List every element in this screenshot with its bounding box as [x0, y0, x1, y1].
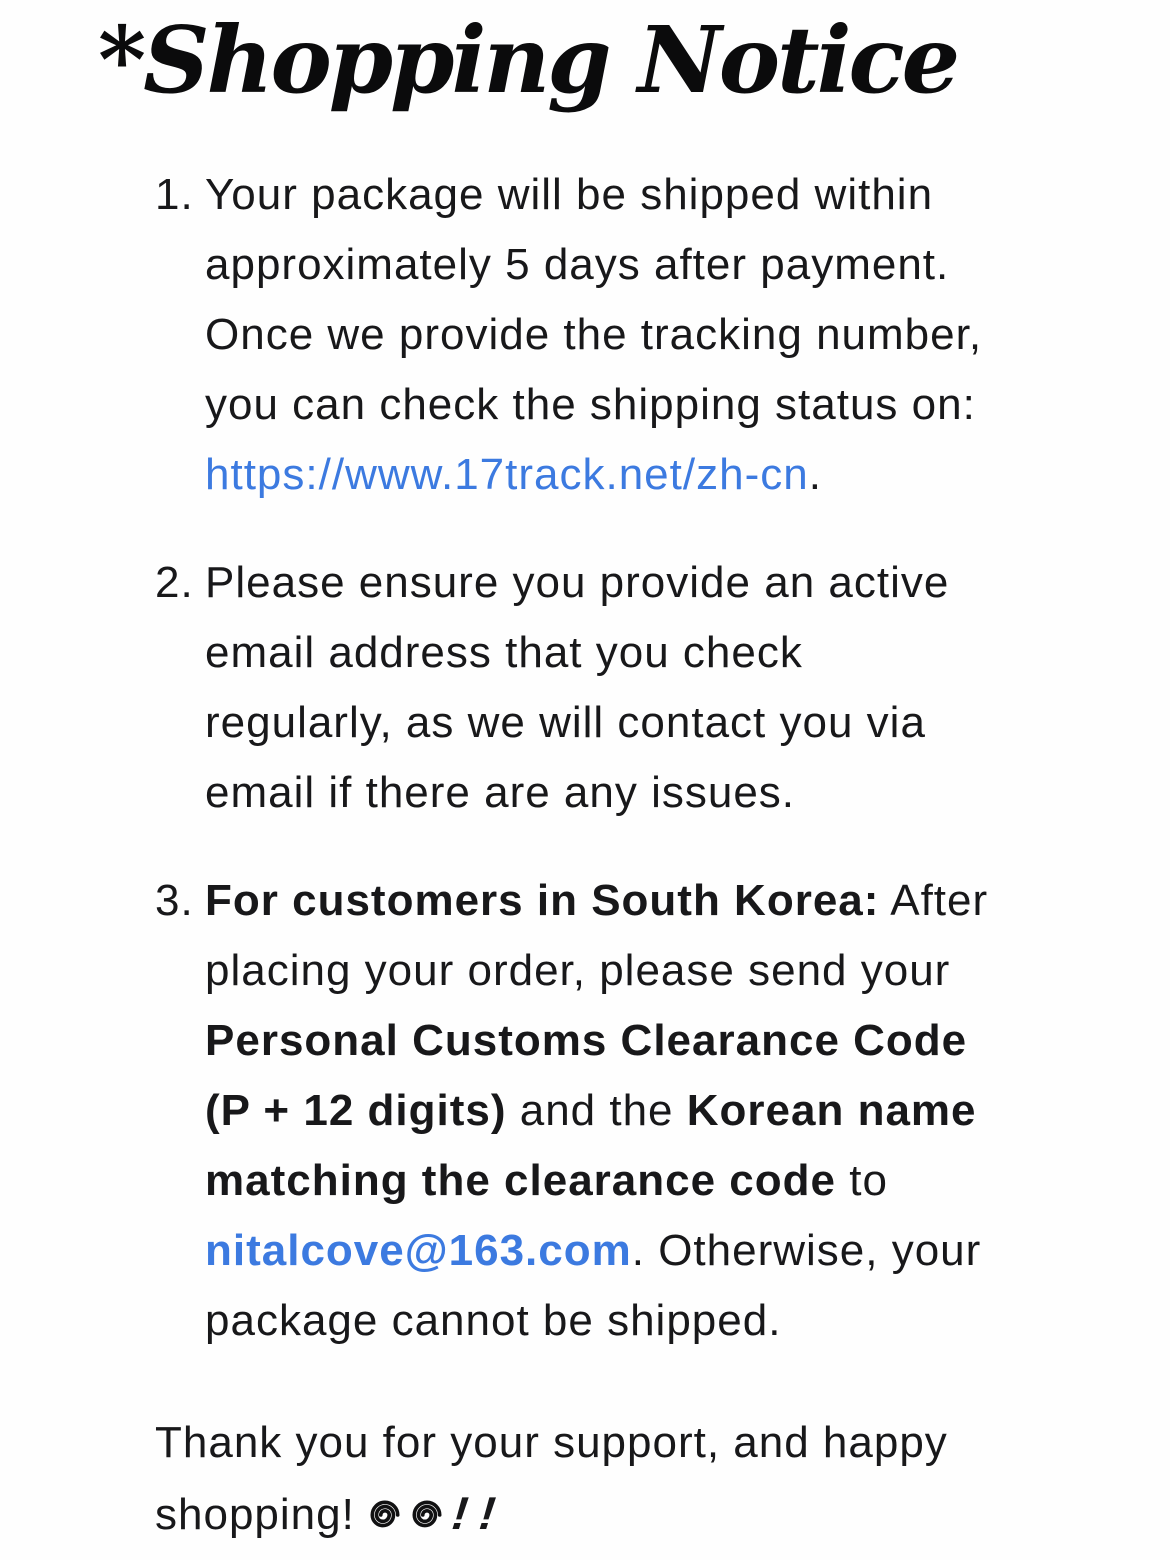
closing-message: [155, 1408, 1035, 1550]
shipping-text: Your package will be shipped within approximately 5 days after payment. Once we provide the tracking number, you can check the shipping status on:: [205, 169, 983, 429]
tracking-link[interactable]: https://www.17track.net/zh-cn: [205, 449, 809, 499]
item-text: [205, 866, 995, 1356]
closing-text: Thank you for your support, and happy shopping!: [155, 1417, 948, 1539]
sentence-period: .: [808, 449, 822, 499]
spiral-icon: [409, 1497, 445, 1533]
item-number: 3.: [155, 875, 194, 925]
spiral-icon: [367, 1497, 403, 1533]
korea-text-2: and the: [506, 1085, 687, 1135]
korea-text-4: . Otherwise, your package cannot be shipped.: [205, 1225, 982, 1345]
notice-item-south-korea: [0, 866, 1170, 1356]
customs-code-text: Personal Customs Clearance Code (P + 12 digits): [205, 1015, 968, 1135]
email-advice-text: Please ensure you provide an active email address that you check regularly, as we will contact you via email if there are any issues.: [205, 557, 950, 817]
korea-text-3: to: [836, 1155, 888, 1205]
korea-text-1: After placing your order, please send your: [205, 875, 989, 995]
notice-list: [0, 160, 1170, 1356]
item-text: [205, 160, 995, 510]
notice-item-email: [0, 548, 1170, 828]
exclamation-marks: !!: [444, 1486, 516, 1539]
item-number: 1.: [155, 169, 194, 219]
item-text: [205, 548, 995, 828]
korea-heading: For customers in South Korea:: [205, 875, 880, 925]
korean-name-text: Korean name matching the clearance code: [205, 1085, 977, 1205]
item-number: 2.: [155, 557, 194, 607]
email-link[interactable]: nitalcove@163.com: [205, 1225, 632, 1275]
page-title: *Shopping Notice: [98, 6, 958, 114]
notice-item-shipping: [0, 160, 1170, 510]
